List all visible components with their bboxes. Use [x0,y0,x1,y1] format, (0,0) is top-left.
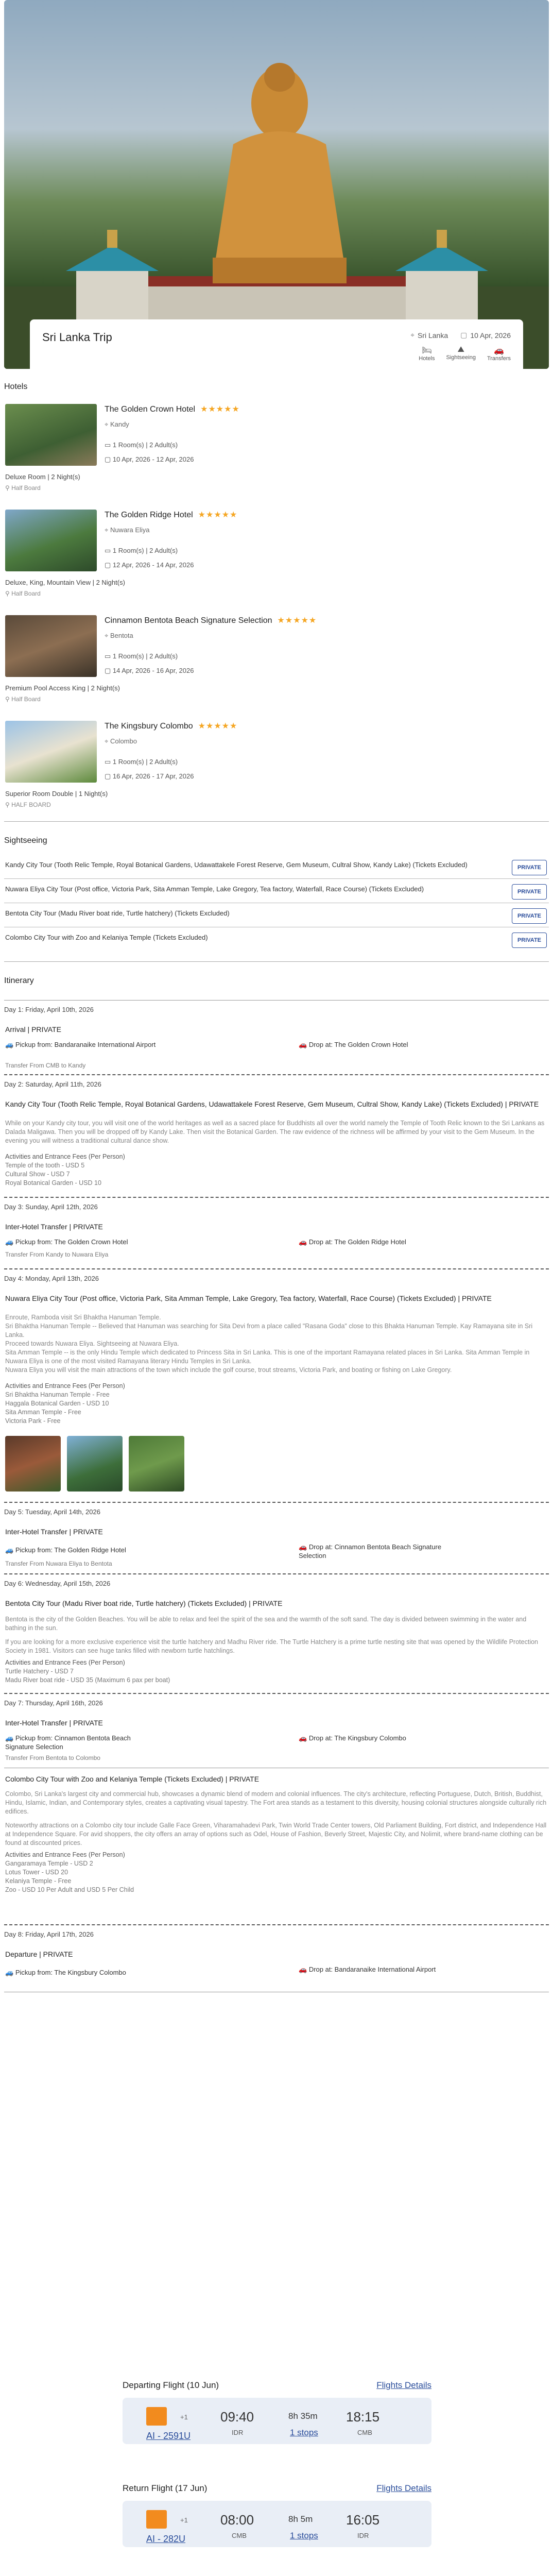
activity-description: Colombo, Sri Lanka's largest city and commercial hub, showcases a dynamic blend of modern and colonial influences. The city's architecture, reflecting Portuguese, Dutch, British, Buddhist, Hindu, Islamic, Indian, and Contemporary styles, creates a captivating visual tapestry. The Fort area stands as a testament to this diversity, housing colonial structures alongside culturally rich edifices. [5,1790,547,1815]
departure-code: CMB [232,2532,247,2539]
activity-title: Departure | PRIVATE [5,1950,73,1958]
hotel-location: ⌖ Colombo [105,737,137,745]
day-header: Day 4: Monday, April 13th, 2026 [4,1268,549,1287]
flight-details-link[interactable]: Flights Details [376,2380,431,2390]
stops-link[interactable]: 1 stops [290,2428,318,2437]
room-icon: ▭ [105,652,113,660]
car-icon: 🚙 [5,1734,15,1742]
activity-title: Arrival | PRIVATE [5,1025,61,1033]
hotel-location: ⌖ Kandy [105,420,129,428]
transfer-block [5,1732,548,1768]
binoculars-icon: ⛰ [457,345,464,354]
arrival-time: 16:05 [346,2512,380,2528]
trip-date: ▢ 10 Apr, 2026 [460,331,511,340]
gallery-image[interactable] [5,1436,61,1492]
day-header: Day 8: Friday, April 17th, 2026 [4,1924,549,1943]
hotel-room-type: Superior Room Double | 1 Night(s) [5,790,108,798]
car-icon: 🚙 [5,1041,15,1048]
fees-block: Activities and Entrance Fees (Per Person) Turtle Hatchery - USD 7 Madu River boat ride - USD 35 (Maximum 6 pax per boat) [5,1659,170,1684]
hotel-card[interactable] [4,708,549,814]
day-header: Day 2: Saturday, April 11th, 2026 [4,1074,549,1093]
hotels-title: Hotels [4,382,28,391]
hotel-name: The Golden Crown Hotel ★★★★★ [105,405,240,414]
fees-block: Activities and Entrance Fees (Per Person) Temple of the tooth - USD 5 Cultural Show - USD 7 Royal Botanical Garden - USD 10 [5,1153,125,1187]
inclusion-transfers: 🚗 Transfers [487,346,511,362]
activity-description: While on your Kandy city tour, you will visit one of the world heritages as well as a sacred place for Buddhists all over the world namely the Temple of Tooth Relic known to the Sri Lankans as Dalada Maligawa. Then you will be dropped off by Kandy Lake. Then visit the Botanical Garden. The raw evidence of the richness will be affirmed by your visit to the Gem Museum. In the evening you will witness a traditional cultural dance show. [5,1120,545,1144]
departure-time: 09:40 [220,2409,254,2425]
buddha-statue-illustration [202,62,357,289]
inclusion-sightseeing: ⛰ Sightseeing [446,345,476,361]
sightseeing-item[interactable]: Kandy City Tour (Tooth Relic Temple, Royal Botanical Gardens, Udawattakele Forest Reserve, Gem Museum, Cultral Show, Kandy Lake) (Tickets Excluded) PRIVATE [4,855,549,879]
car-icon: 🚗 [299,1965,309,1973]
dropoff: 🚗 Drop at: The Golden Crown Hotel [299,1041,408,1048]
flight-duration: 8h 5m [288,2514,313,2524]
fees-heading: Activities and Entrance Fees (Per Person) [5,1153,125,1160]
section-divider [4,961,549,962]
itinerary-section [0,976,553,1992]
sightseeing-item[interactable]: Colombo City Tour with Zoo and Kelaniya Temple (Tickets Excluded) PRIVATE [4,927,549,951]
meal-icon: ⚲ [5,801,12,808]
activity-description: Noteworthy attractions on a Colombo city tour include Galle Face Green, Viharamahadevi Park, Twin World Trade Center towers, Old Parliament Building, Fort district, and Independence Hall at Independence Square. For avid shoppers, the city offers an array of options such as Odel, House of Fashion, Beverly Street, Majestic City, and Nolimit, where brand-name clothing can be found at discounted prices. [5,1822,547,1846]
activity-title: Colombo City Tour with Zoo and Kelaniya Temple (Tickets Excluded) | PRIVATE [5,1775,260,1783]
hotel-thumbnail [5,721,97,783]
sightseeing-item[interactable]: Bentota City Tour (Madu River boat ride, Turtle hatchery) (Tickets Excluded) PRIVATE [4,903,549,927]
map-pin-icon: ⌖ [105,420,110,428]
trip-meta [410,331,511,340]
dropoff: 🚗 Drop at: Cinnamon Bentota Beach Signature Selection [299,1543,442,1560]
flight-duration: 8h 35m [288,2411,318,2421]
car-icon: 🚗 [299,1041,309,1048]
activity-title: Inter-Hotel Transfer | PRIVATE [5,1223,103,1231]
gallery-image[interactable] [67,1436,123,1492]
star-rating: ★★★★★ [198,722,238,731]
hotel-name: Cinnamon Bentota Beach Signature Selection ★★★★★ [105,616,317,625]
day-header: Day 6: Wednesday, April 15th, 2026 [4,1573,549,1592]
calendar-icon: ▢ [460,331,468,339]
flight-title: Departing Flight (10 Jun) [123,2380,219,2390]
room-icon: ▭ [105,547,113,554]
transfer-block [5,1540,548,1573]
bed-icon: 🛏 [421,346,433,355]
star-rating: ★★★★★ [198,511,238,519]
dropoff: 🚗 Drop at: Bandaranaike International Airport [299,1965,436,1973]
return-flight [123,2483,431,2547]
fees-block: Activities and Entrance Fees (Per Person) Sri Bhaktha Hanuman Temple - Free Haggala Botanical Garden - USD 10 Sita Amman Temple - Free Victoria Park - Free [5,1382,125,1425]
transfer-route: Transfer From Nuwara Eliya to Bentota [5,1560,112,1567]
star-rating: ★★★★★ [200,405,240,414]
hotel-location: ⌖ Bentota [105,632,133,639]
fees-heading: Activities and Entrance Fees (Per Person) [5,1851,125,1858]
hotel-board: ⚲ Half Board [5,590,41,597]
flight-title: Return Flight (17 Jun) [123,2483,208,2493]
star-rating: ★★★★★ [277,616,317,625]
fees-heading: Activities and Entrance Fees (Per Person) [5,1659,125,1666]
departure-time: 08:00 [220,2512,254,2528]
plus-airlines: +1 [180,2516,188,2524]
car-icon: 🚗 [299,1734,309,1742]
pickup: 🚙 Pickup from: Bandaranaike International Airport [5,1041,156,1048]
activity-title: Inter-Hotel Transfer | PRIVATE [5,1719,103,1727]
hotel-room-type: Deluxe Room | 2 Night(s) [5,473,80,481]
map-pin-icon: ⌖ [105,632,110,639]
dropoff: 🚗 Drop at: The Kingsbury Colombo [299,1734,406,1742]
trip-summary-card [30,319,523,369]
departing-flight [123,2380,431,2444]
hotel-location: ⌖ Nuwara Eliya [105,526,150,534]
room-icon: ▭ [105,441,113,449]
car-icon: 🚙 [5,1969,15,1976]
hotel-board: ⚲ Half Board [5,484,41,492]
hotel-thumbnail [5,510,97,571]
pickup: 🚙 Pickup from: Cinnamon Bentota Beach Signature Selection [5,1734,131,1751]
hotel-card[interactable] [4,603,549,708]
day-header: Day 1: Friday, April 10th, 2026 [4,1000,549,1019]
hotel-card[interactable] [4,392,549,497]
transfer-block [5,1235,548,1268]
map-pin-icon: ⌖ [410,331,414,339]
meal-icon: ⚲ [5,696,12,703]
pickup: 🚙 Pickup from: The Golden Ridge Hotel [5,1546,126,1554]
hotel-board: ⚲ HALF BOARD [5,801,51,808]
arrival-time: 18:15 [346,2409,380,2425]
calendar-icon: ▢ [105,772,113,780]
sightseeing-section [0,836,553,951]
activity-description: Bentota is the city of the Golden Beaches. You will be able to relax and feel the spirit of the sea and the warmth of the soft sand. The day is divided between swimming in the water and bathing in the sun. [5,1616,527,1632]
flight-number-link[interactable]: AI - 2591U [146,2431,191,2441]
hotel-rooms: ▭ 1 Room(s) | 2 Adult(s) [105,652,178,660]
flight-number-link[interactable]: AI - 282U [146,2534,186,2544]
inclusion-hotels: 🛏 Hotels [419,346,435,362]
stops-link[interactable]: 1 stops [290,2531,318,2540]
private-badge: PRIVATE [512,860,547,875]
hotels-section [0,382,553,814]
itinerary-title: Itinerary [4,976,34,985]
private-badge: PRIVATE [512,884,547,900]
car-icon: 🚗 [299,1543,309,1551]
fees-block: Activities and Entrance Fees (Per Person) Gangaramaya Temple - USD 2 Lotus Tower - USD 20 Kelaniya Temple - Free Zoo - USD 10 Per Adult and USD 5 Per Child [5,1851,134,1893]
fees-heading: Activities and Entrance Fees (Per Person) [5,1382,125,1389]
flight-card[interactable] [123,2501,431,2547]
plus-airlines: +1 [180,2413,188,2421]
hero-image [4,0,549,369]
activity-title: Bentota City Tour (Madu River boat ride, Turtle hatchery) (Tickets Excluded) | PRIVATE [5,1599,283,1607]
trip-country: ⌖ Sri Lanka [410,331,448,340]
activity-title: Kandy City Tour (Tooth Relic Temple, Royal Botanical Gardens, Udawattakele Forest Reserve, Gem Museum, Cultral Show, Kandy Lake) (Tickets Excluded) | PRIVATE [5,1100,539,1108]
car-icon: 🚙 [5,1238,15,1246]
hotel-rooms: ▭ 1 Room(s) | 2 Adult(s) [105,758,178,766]
activity-description: Enroute, Ramboda visit Sri Bhaktha Hanuman Temple. Sri Bhaktha Hanuman Temple -- Believed that Hanuman was searching for Sita Devi from a place called "Rasana Goda" close to this Bhakta Hanuman Temple. Kay Ramayana site in Sri Lanka. Proceed towards Nuwara Eliya. Sightseeing at Nuwara Eliya. Sita Amman Temple -- is the only Hindu Temple which dedicated to Princess Sita in Sri Lanka. This is one of the important Ramayana related places in Sri Lanka. Sita Amman Temple in Nuwara Eliya is one of the most visited Ramayana literary Hindu Temples in Sri Lanka. Nuwara Eliya you will visit the main attractions of the town which include the golf course, trout streams, Victoria Park, and boating or fishing on Lake Gregory. [5,1314,533,1374]
dropoff: 🚗 Drop at: The Golden Ridge Hotel [299,1238,406,1246]
airline-logo-icon [146,2510,167,2529]
hotel-thumbnail [5,404,97,466]
calendar-icon: ▢ [105,667,113,674]
hotel-card[interactable] [4,497,549,603]
calendar-icon: ▢ [105,455,113,463]
section-divider [4,821,549,822]
day-header: Day 7: Thursday, April 16th, 2026 [4,1693,549,1712]
private-badge: PRIVATE [512,933,547,948]
airline-logo-icon [146,2407,167,2426]
hotel-rooms: ▭ 1 Room(s) | 2 Adult(s) [105,441,178,449]
activity-gallery [5,1436,548,1492]
transfer-route: Transfer From Bentota to Colombo [5,1754,100,1761]
day-header: Day 3: Sunday, April 12th, 2026 [4,1197,549,1216]
trip-title: Sri Lanka Trip [42,331,112,344]
hotel-dates: ▢ 14 Apr, 2026 - 16 Apr, 2026 [105,667,194,674]
car-icon: 🚗 [299,1238,309,1246]
hotel-dates: ▢ 10 Apr, 2026 - 12 Apr, 2026 [105,455,194,463]
map-pin-icon: ⌖ [105,737,110,745]
hotel-board: ⚲ Half Board [5,696,41,703]
hotel-thumbnail [5,615,97,677]
hotel-dates: ▢ 16 Apr, 2026 - 17 Apr, 2026 [105,772,194,780]
pickup: 🚙 Pickup from: The Golden Crown Hotel [5,1238,128,1246]
sightseeing-title: Sightseeing [4,836,47,845]
hotel-room-type: Premium Pool Access King | 2 Night(s) [5,684,120,692]
car-icon: 🚗 [494,346,504,355]
hotel-name: The Kingsbury Colombo ★★★★★ [105,722,238,731]
pickup: 🚙 Pickup from: The Kingsbury Colombo [5,1969,126,1976]
map-pin-icon: ⌖ [105,526,110,534]
transfer-route: Transfer From CMB to Kandy [5,1062,86,1069]
private-badge: PRIVATE [512,908,547,924]
hotel-name: The Golden Ridge Hotel ★★★★★ [105,511,238,519]
transfer-block [5,1963,548,1989]
room-icon: ▭ [105,758,113,766]
hotel-rooms: ▭ 1 Room(s) | 2 Adult(s) [105,547,178,554]
activity-title: Inter-Hotel Transfer | PRIVATE [5,1528,103,1536]
meal-icon: ⚲ [5,590,12,597]
departure-code: IDR [232,2429,244,2436]
arrival-code: IDR [357,2532,369,2539]
gallery-image[interactable] [129,1436,184,1492]
transfer-block [5,1038,548,1074]
car-icon: 🚙 [5,1546,15,1554]
activity-title: Nuwara Eliya City Tour (Post office, Victoria Park, Sita Amman Temple, Lake Gregory, Tea factory, Waterfall, Race Course) (Tickets Excluded) | PRIVATE [5,1294,492,1302]
flight-details-link[interactable]: Flights Details [376,2483,431,2493]
meal-icon: ⚲ [5,484,12,492]
calendar-icon: ▢ [105,561,113,569]
hotel-dates: ▢ 12 Apr, 2026 - 14 Apr, 2026 [105,561,194,569]
hotel-room-type: Deluxe, King, Mountain View | 2 Night(s) [5,579,125,586]
activity-description: If you are looking for a more exclusive experience visit the turtle hatchery and Madhu River ride. The Turtle Hatchery is a prime turtle nesting site that was opened by the Wildlife Protection Society in 1981. Visitors can see huge tanks filled with newborn turtle hatchlings. [5,1638,538,1654]
day-header: Day 5: Tuesday, April 14th, 2026 [4,1502,549,1521]
sightseeing-item[interactable]: Nuwara Eliya City Tour (Post office, Victoria Park, Sita Amman Temple, Lake Gregory, Tea factory, Waterfall, Race Course) (Tickets Excluded) PRIVATE [4,879,549,903]
transfer-route: Transfer From Kandy to Nuwara Eliya [5,1251,109,1258]
flight-card[interactable] [123,2398,431,2444]
trip-inclusions [419,345,511,362]
arrival-code: CMB [357,2429,372,2436]
